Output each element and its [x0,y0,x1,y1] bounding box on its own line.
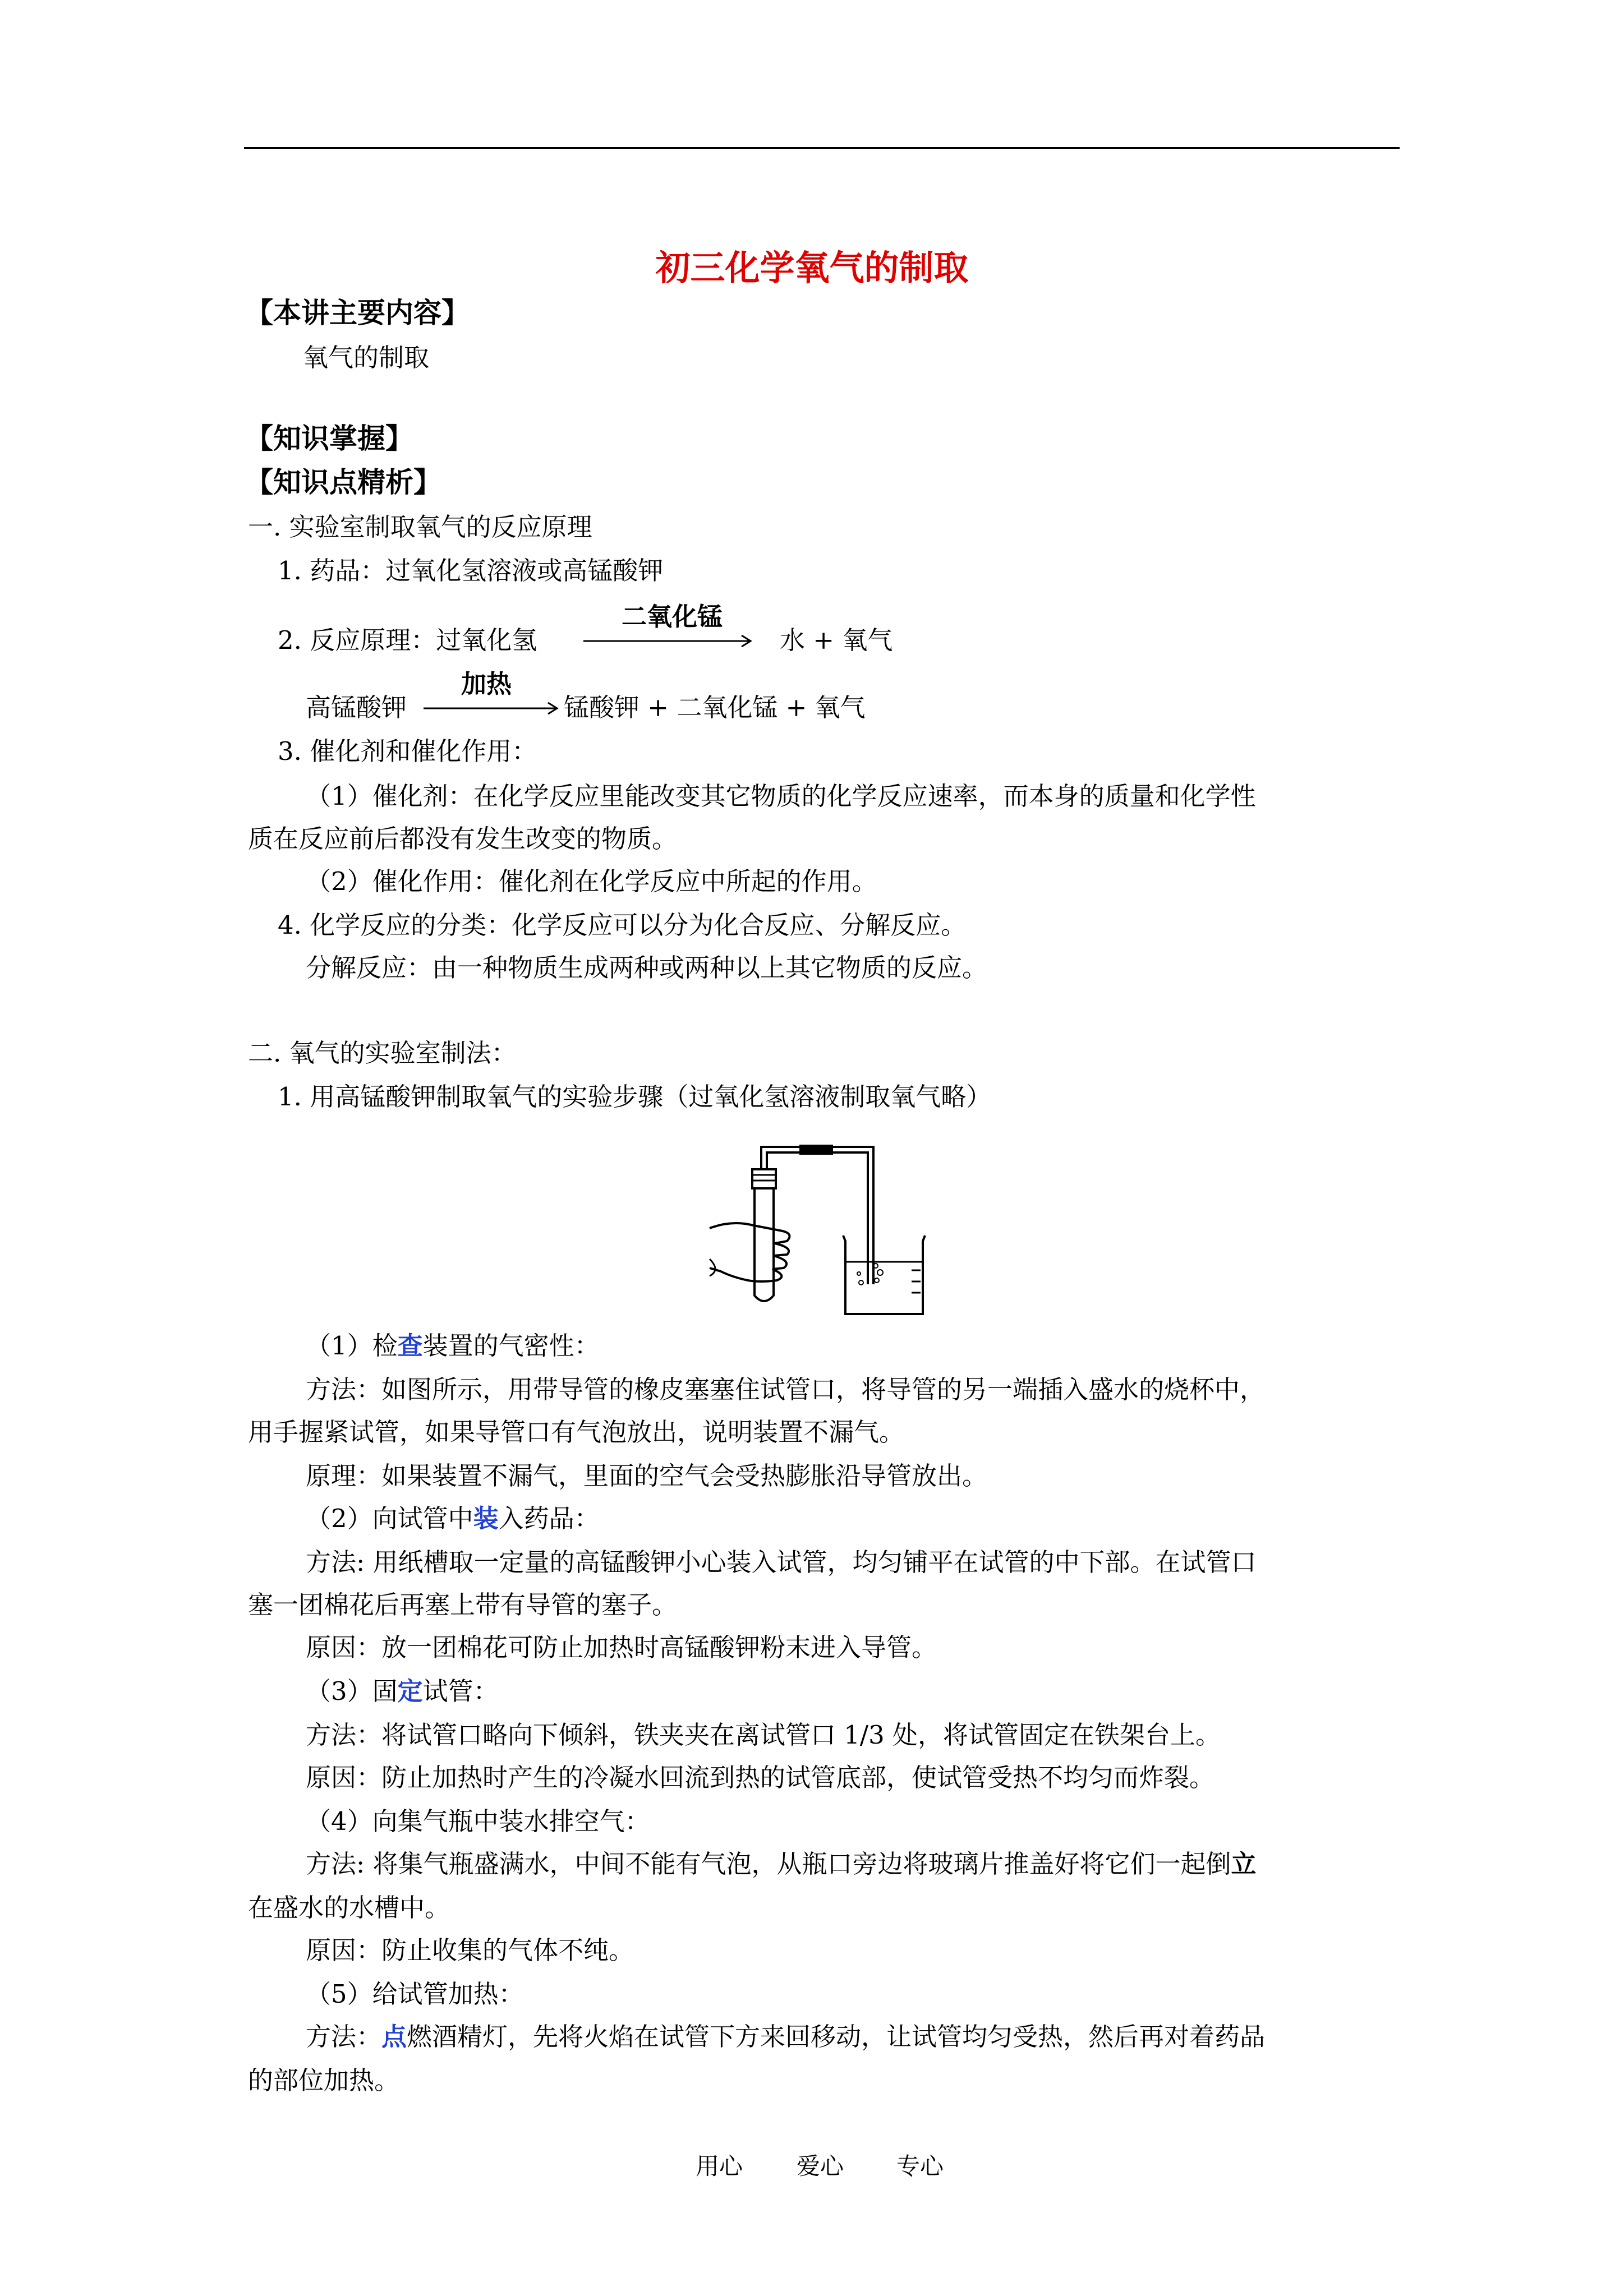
eq2-arrow [424,700,564,719]
eq2-products: 锰酸钾 + 二氧化锰 + 氧气 [564,693,866,722]
part1-item3: 3. 催化剂和催化作用： [278,736,537,766]
step1-keyword: 查 [397,1331,423,1361]
step2-method-line2: 塞一团棉花后再塞上带有导管的塞子。 [248,1590,678,1620]
step3-method: 方法：将试管口略向下倾斜，铁夹夹在离试管口 1/3 处，将试管固定在铁架台上。 [306,1720,1221,1750]
footer-text-b: 爱心 [797,2152,844,2180]
part2-item1: 1. 用高锰酸钾制取氧气的实验步骤（过氧化氢溶液制取氧气略） [278,1082,992,1112]
main-content-heading: 【本讲主要内容】 [245,296,470,329]
part1-item4: 4. 化学反应的分类：化学反应可以分为化合反应、分解反应。 [278,910,967,940]
step1-title: （1）检查装置的气密性： [306,1331,600,1361]
catalysis-definition: （2）催化作用：催化剂在化学反应中所起的作用。 [306,866,877,896]
analysis-heading: 【知识点精析】 [245,465,441,499]
step1-method-line2: 用手握紧试管，如果导管口有气泡放出，说明装置不漏气。 [248,1417,905,1447]
step3-keyword: 定 [397,1676,423,1706]
eq2-reactant: 高锰酸钾 [306,693,407,722]
catalyst-definition-line2: 质在反应前后都没有发生改变的物质。 [248,824,678,854]
part1-item1: 1. 药品：过氧化氢溶液或高锰酸钾 [278,556,664,585]
step1-method-line1: 方法：如图所示，用带导管的橡皮塞塞住试管口，将导管的另一端插入盛水的烧杯中， [306,1375,1266,1404]
knowledge-heading: 【知识掌握】 [245,422,413,455]
decomposition-definition: 分解反应：由一种物质生成两种或两种以上其它物质的反应。 [306,953,988,983]
footer-text-c: 专心 [896,2152,944,2180]
footer-text-a: 用心 [696,2152,743,2180]
eq1-condition: 二氧化锰 [622,602,723,631]
eq1-products: 水 + 氧气 [780,625,893,655]
step2-method-line1: 方法: 用纸槽取一定量的高锰酸钾小心装入试管，均匀铺平在试管的中下部。在试管口 [306,1547,1257,1577]
step5-method-line2: 的部位加热。 [248,2066,400,2095]
part1-item2-prefix: 2. 反应原理：过氧化氢 [278,625,537,655]
step2-keyword: 装 [473,1504,499,1533]
header-rule [244,147,1400,149]
part1-heading: 一. 实验室制取氧气的反应原理 [248,512,592,542]
step4-title: （4）向集气瓶中装水排空气： [306,1806,650,1836]
step2-reason: 原因：放一团棉花可防止加热时高锰酸钾粉末进入导管。 [306,1633,937,1662]
page-title: 初三化学氧气的制取 [655,247,969,288]
eq2-condition: 加热 [461,669,512,699]
eq1-arrow [583,633,757,652]
step3-title: （3）固定试管： [306,1676,499,1706]
step5-method-line1: 方法：点燃酒精灯，先将火焰在试管下方来回移动，让试管均匀受热，然后再对着药品 [306,2022,1266,2051]
step1-principle: 原理：如果装置不漏气，里面的空气会受热膨胀沿导管放出。 [306,1461,988,1491]
step2-title: （2）向试管中装入药品： [306,1504,600,1533]
airtightness-test-figure [698,1136,940,1323]
main-content-text: 氧气的制取 [303,343,430,372]
step5-title: （5）给试管加热： [306,1979,524,2009]
step5-keyword: 点 [381,2022,407,2051]
step4-method-line2: 在盛水的水槽中。 [248,1893,450,1922]
step4-method-line1: 方法: 将集气瓶盛满水，中间不能有气泡，从瓶口旁边将玻璃片推盖好将它们一起倒立 [306,1849,1257,1879]
part2-heading: 二. 氧气的实验室制法： [248,1038,517,1068]
step3-reason: 原因：防止加热时产生的冷凝水回流到热的试管底部，使试管受热不均匀而炸裂。 [306,1763,1215,1792]
step4-reason: 原因：防止收集的气体不纯。 [306,1935,634,1965]
catalyst-definition-line1: （1）催化剂：在化学反应里能改变其它物质的化学反应速率，而本身的质量和化学性 [306,781,1256,811]
